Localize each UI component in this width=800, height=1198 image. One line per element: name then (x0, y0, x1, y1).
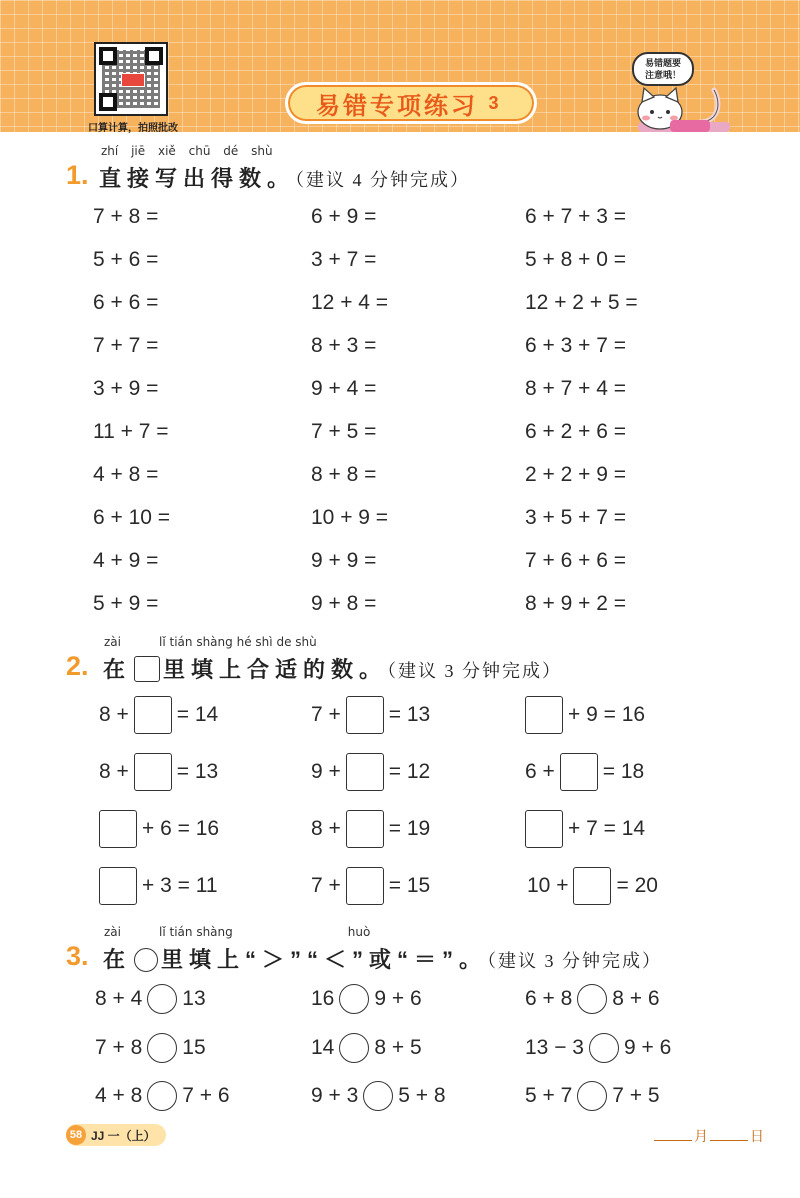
compare-right: 7 + 5 (612, 1084, 660, 1107)
page-title (285, 82, 537, 124)
fill-box-question (311, 867, 430, 905)
fill-box-question (520, 810, 645, 848)
qr-code[interactable] (94, 42, 168, 116)
qr-finder-bottom-left (99, 93, 117, 111)
section-2-note: （建议 3 分钟完成） (387, 661, 563, 681)
pinyin-huo: huò (347, 925, 371, 939)
compare-left: 16 (311, 987, 335, 1010)
compare-right: 7 + 6 (182, 1084, 230, 1107)
compare-question (311, 984, 422, 1014)
pinyin-shang: shàng (196, 635, 233, 649)
equation[interactable]: 2 + 2 + 9 = (525, 463, 627, 486)
equation[interactable]: 6 + 7 + 3 = (525, 205, 627, 228)
pinyin-shu: shù (295, 635, 317, 649)
equation[interactable]: 9 + 8 = (311, 592, 377, 615)
question-right: + 9 = 16 (568, 703, 646, 726)
compare-right: 9 + 6 (374, 987, 422, 1010)
compare-question (311, 1081, 446, 1111)
day-blank[interactable] (710, 1140, 748, 1141)
fill-box-question (94, 867, 218, 905)
blank-square-icon (134, 656, 160, 682)
equation[interactable]: 10 + 9 = (311, 506, 389, 529)
question-right: + 3 = 11 (142, 874, 218, 897)
compare-left: 7 + 8 (95, 1036, 143, 1059)
pinyin-li: lǐ (159, 925, 166, 939)
equation[interactable]: 6 + 9 = (311, 205, 377, 228)
compare-question (525, 984, 660, 1014)
section-3-title (103, 943, 662, 974)
pinyin-de: de (276, 635, 292, 649)
compare-right: 13 (182, 987, 206, 1010)
equation[interactable]: 6 + 10 = (93, 506, 171, 529)
equation[interactable]: 3 + 9 = (93, 377, 159, 400)
compare-question (525, 1081, 660, 1111)
fill-box-question (311, 753, 430, 791)
equation[interactable]: 6 + 2 + 6 = (525, 420, 627, 443)
equation[interactable]: 7 + 7 = (93, 334, 159, 357)
qr-caption: 口算计算，拍照批改 (88, 123, 178, 134)
compare-circle[interactable] (147, 984, 177, 1014)
compare-right: 9 + 6 (623, 1036, 672, 1059)
compare-left: 5 + 7 (525, 1084, 573, 1107)
compare-left: 6 + 8 (525, 987, 573, 1010)
question-left: 7 + (311, 703, 341, 726)
compare-circle[interactable] (339, 984, 369, 1014)
equation[interactable]: 11 + 7 = (93, 420, 169, 443)
equation[interactable]: 7 + 8 = (93, 205, 159, 228)
pinyin-li: lǐ (159, 635, 166, 649)
equation[interactable]: 5 + 8 + 0 = (525, 248, 627, 271)
section-3-number: 3. (66, 941, 89, 971)
compare-question (525, 1033, 671, 1063)
equation[interactable]: 7 + 6 + 6 = (525, 549, 627, 572)
pinyin-de: dé (223, 144, 239, 158)
edition-label: JJ 一（上） (91, 1128, 156, 1143)
month-blank[interactable] (654, 1140, 692, 1141)
question-left: 9 + (311, 760, 341, 783)
question-left: 8 + (99, 703, 129, 726)
cat-mascot-icon (630, 82, 730, 134)
section-3-note: （建议 3 分钟完成） (487, 951, 663, 971)
page-title-text: 易错专项练习 (316, 92, 478, 120)
equation[interactable]: 12 + 2 + 5 = (525, 291, 638, 314)
section-3-pinyin (104, 925, 370, 939)
answer-box[interactable] (346, 810, 384, 848)
compare-right: 15 (182, 1036, 206, 1059)
pinyin-tian: tián (169, 925, 193, 939)
section-2-title-pre: 在 (103, 657, 132, 682)
speech-bubble-line-2: 注意哦！ (644, 70, 681, 80)
fill-box-question (527, 867, 658, 905)
blank-circle-icon (134, 948, 158, 972)
compare-circle[interactable] (339, 1033, 369, 1063)
question-left: 6 + (525, 760, 555, 783)
compare-circle[interactable] (147, 1033, 177, 1063)
question-right: = 18 (602, 760, 645, 783)
fill-box-question (311, 810, 430, 848)
answer-box[interactable] (525, 696, 563, 734)
compare-circle[interactable] (363, 1081, 393, 1111)
pinyin-jie: jiē (131, 144, 146, 158)
compare-circle[interactable] (589, 1033, 619, 1063)
question-left: 7 + (311, 874, 341, 897)
qr-logo (121, 73, 145, 87)
speech-bubble (632, 52, 694, 86)
qr-finder-top-left (99, 47, 117, 65)
pinyin-zai: zài (104, 635, 121, 649)
compare-circle[interactable] (577, 984, 607, 1014)
question-left: 10 + (527, 874, 569, 897)
page-number: 58 (66, 1125, 86, 1145)
equation[interactable]: 9 + 4 = (311, 377, 377, 400)
section-2-number: 2. (66, 651, 89, 681)
compare-circle[interactable] (147, 1081, 177, 1111)
fill-box-question (99, 696, 218, 734)
question-right: = 20 (616, 874, 658, 897)
compare-left: 4 + 8 (95, 1084, 143, 1107)
fill-box-question (525, 753, 644, 791)
section-3-title-post: 里填上“＞”“＜”或“＝”。 (161, 947, 488, 972)
equation[interactable]: 8 + 8 = (311, 463, 377, 486)
compare-question (95, 1033, 206, 1063)
speech-bubble-line-1: 易错题要 (644, 58, 681, 68)
compare-question (95, 984, 206, 1014)
equation[interactable]: 3 + 7 = (311, 248, 377, 271)
section-3-title-pre: 在 (103, 947, 132, 972)
equation[interactable]: 4 + 8 = (93, 463, 159, 486)
answer-box[interactable] (99, 810, 137, 848)
fill-box-question (311, 696, 430, 734)
answer-box[interactable] (573, 867, 611, 905)
compare-right: 5 + 8 (398, 1084, 446, 1107)
month-label: 月 (694, 1128, 708, 1144)
equation[interactable]: 5 + 9 = (93, 592, 159, 615)
compare-question (95, 1081, 230, 1111)
question-right: = 14 (176, 703, 219, 726)
compare-right: 8 + 6 (612, 987, 660, 1010)
section-1-pinyin (101, 144, 273, 158)
section-2-pinyin (104, 635, 317, 649)
compare-circle[interactable] (577, 1081, 607, 1111)
answer-box[interactable] (134, 753, 172, 791)
question-right: = 13 (388, 703, 431, 726)
header-banner (0, 0, 800, 132)
answer-box[interactable] (560, 753, 598, 791)
equation[interactable]: 6 + 6 = (93, 291, 159, 314)
section-1-note: （建议 4 分钟完成） (295, 170, 471, 190)
answer-box[interactable] (346, 753, 384, 791)
pinyin-shi: shì (255, 635, 273, 649)
pinyin-shang: shàng (196, 925, 233, 939)
answer-box[interactable] (346, 867, 384, 905)
equation[interactable]: 6 + 3 + 7 = (525, 334, 627, 357)
compare-left: 13 − 3 (525, 1036, 584, 1059)
qr-finder-top-right (145, 47, 163, 65)
question-right: + 6 = 16 (142, 817, 220, 840)
equation[interactable]: 7 + 5 = (311, 420, 377, 443)
compare-left: 8 + 4 (95, 987, 143, 1010)
section-1-title (99, 162, 470, 193)
question-right: + 7 = 14 (568, 817, 646, 840)
question-right: = 12 (388, 760, 431, 783)
page-number-tag (66, 1124, 166, 1146)
fill-box-question (94, 810, 219, 848)
section-2-title-post: 里填上合适的数。 (163, 657, 388, 682)
equation[interactable]: 12 + 4 = (311, 291, 389, 314)
compare-left: 9 + 3 (311, 1084, 359, 1107)
question-left: 8 + (99, 760, 129, 783)
answer-box[interactable] (99, 867, 137, 905)
answer-box[interactable] (525, 810, 563, 848)
compare-right: 8 + 5 (374, 1036, 422, 1059)
question-right: = 13 (176, 760, 219, 783)
equation[interactable]: 5 + 6 = (93, 248, 159, 271)
pinyin-zai: zài (104, 925, 121, 939)
pinyin-he: hé (236, 635, 252, 649)
fill-box-question (520, 696, 645, 734)
section-1-number: 1. (66, 160, 89, 190)
pinyin-xie: xiě (157, 144, 176, 158)
equation[interactable]: 8 + 7 + 4 = (525, 377, 627, 400)
equation[interactable]: 8 + 3 = (311, 334, 377, 357)
pinyin-tian: tián (169, 635, 193, 649)
section-2-title (103, 653, 562, 684)
compare-left: 14 (311, 1036, 335, 1059)
answer-box[interactable] (134, 696, 172, 734)
pinyin-chu: chū (188, 144, 211, 158)
question-left: 8 + (311, 817, 341, 840)
date-field (652, 1126, 764, 1146)
page-title-number: 3 (488, 93, 502, 113)
equation[interactable]: 3 + 5 + 7 = (525, 506, 627, 529)
day-label: 日 (750, 1128, 764, 1144)
equation[interactable]: 4 + 9 = (93, 549, 159, 572)
equation[interactable]: 8 + 9 + 2 = (525, 592, 627, 615)
pinyin-zhi: zhí (101, 144, 119, 158)
section-1-title-text: 直接写出得数。 (99, 166, 296, 191)
question-right: = 19 (388, 817, 431, 840)
question-right: = 15 (388, 874, 431, 897)
fill-box-question (99, 753, 218, 791)
answer-box[interactable] (346, 696, 384, 734)
compare-question (311, 1033, 422, 1063)
equation[interactable]: 9 + 9 = (311, 549, 377, 572)
pinyin-shu: shù (251, 144, 273, 158)
